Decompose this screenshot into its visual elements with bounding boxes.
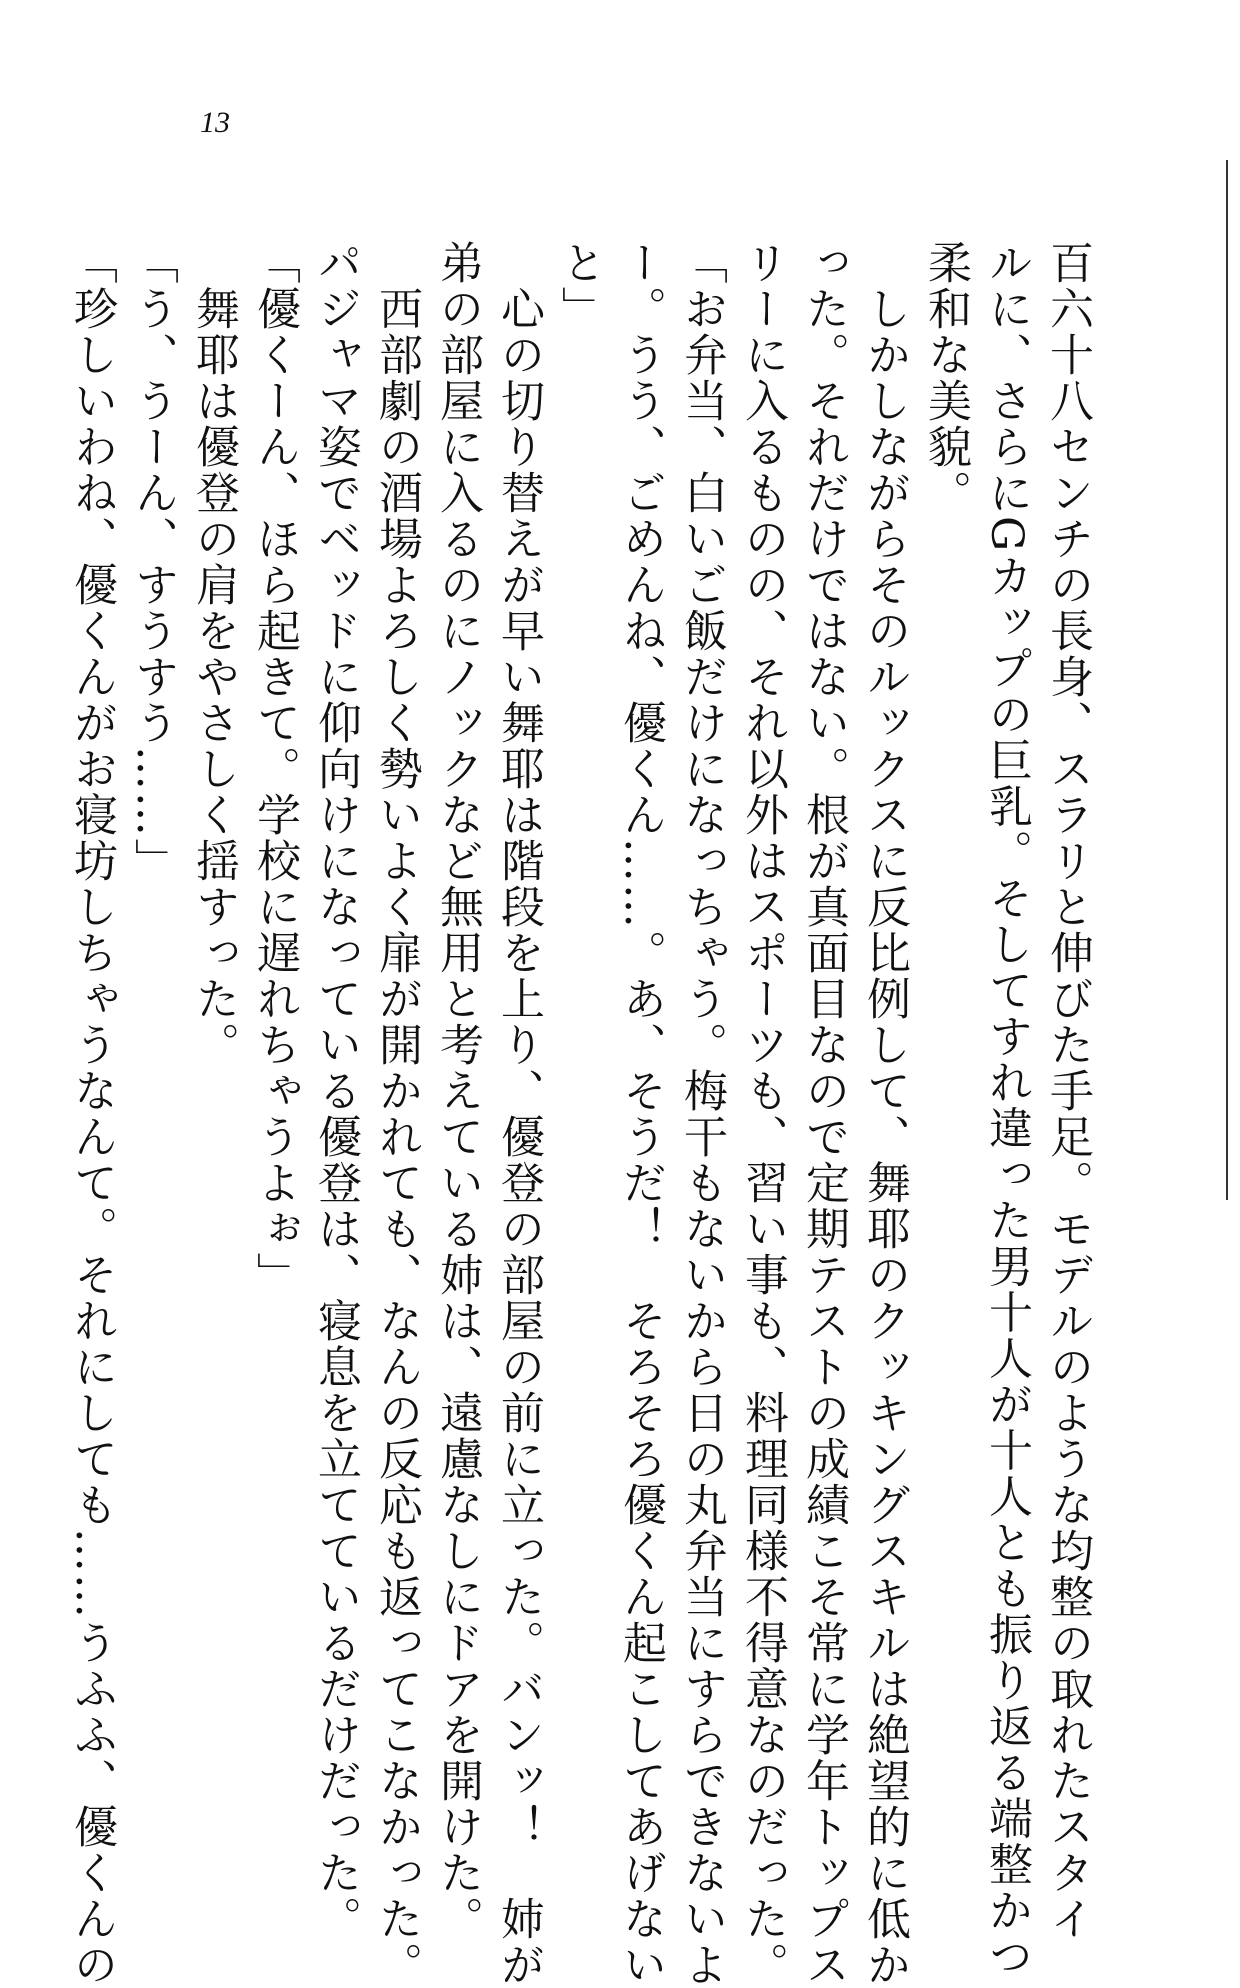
page-edge-line xyxy=(1226,160,1228,1200)
body-text xyxy=(61,240,1098,1988)
text-line: 「優くーん、ほら起きて。学校に遅れちゃうよぉ」 xyxy=(249,240,300,1298)
text-line: 「珍しいわね、優くんがお寝坊しちゃうなんて。それにしても……うふふ、優くんの xyxy=(66,240,117,1988)
text-line: 舞耶は優登の肩をやさしく揺すった。 xyxy=(188,240,239,1068)
text-line: 柔和な美貌。 xyxy=(920,240,971,516)
page-number: 13 xyxy=(200,106,230,139)
text-line: 心の切り替えが早い舞耶は階段を上り、優登の部屋の前に立った。バンッ！ 姉が xyxy=(493,240,544,1988)
text-line: 弟の部屋に入るのにノックなど無用と考えている姉は、遠慮なしにドアを開けた。 xyxy=(432,240,483,1942)
text-line: しかしながらそのルックスに反比例して、舞耶のクッキングスキルは絶望的に低か xyxy=(859,240,910,1988)
text-line: 百六十八センチの長身、スラリと伸びた手足。モデルのような均整の取れたスタイ xyxy=(1042,240,1093,1942)
text-line: った。それだけではない。根が真面目なので定期テストの成績こそ常に学年トップス xyxy=(798,240,849,1988)
text-line: ー。うう、ごめんね、優くん……。あ、そうだ！ そろそろ優くん起こしてあげない xyxy=(615,240,666,1988)
text-line: と」 xyxy=(554,240,605,332)
text-line: 「う、うーん、すうすう……」 xyxy=(127,240,178,884)
text-line: パジャマ姿でベッドに仰向けになっている優登は、寝息を立てているだけだった。 xyxy=(310,240,361,1942)
text-line: 西部劇の酒場よろしく勢いよく扉が開かれても、なんの反応も返ってこなかった。 xyxy=(371,240,422,1988)
text-line: 「お弁当、白いご飯だけになっちゃう。梅干もないから日の丸弁当にすらできないよ xyxy=(676,240,727,1988)
text-line: ルに、さらにGカップの巨乳。そしてすれ違った男十人が十人とも振り返る端整かつ xyxy=(981,240,1032,1980)
text-line: リーに入るものの、それ以外はスポーツも、習い事も、料理同様不得意なのだった。 xyxy=(737,240,788,1988)
